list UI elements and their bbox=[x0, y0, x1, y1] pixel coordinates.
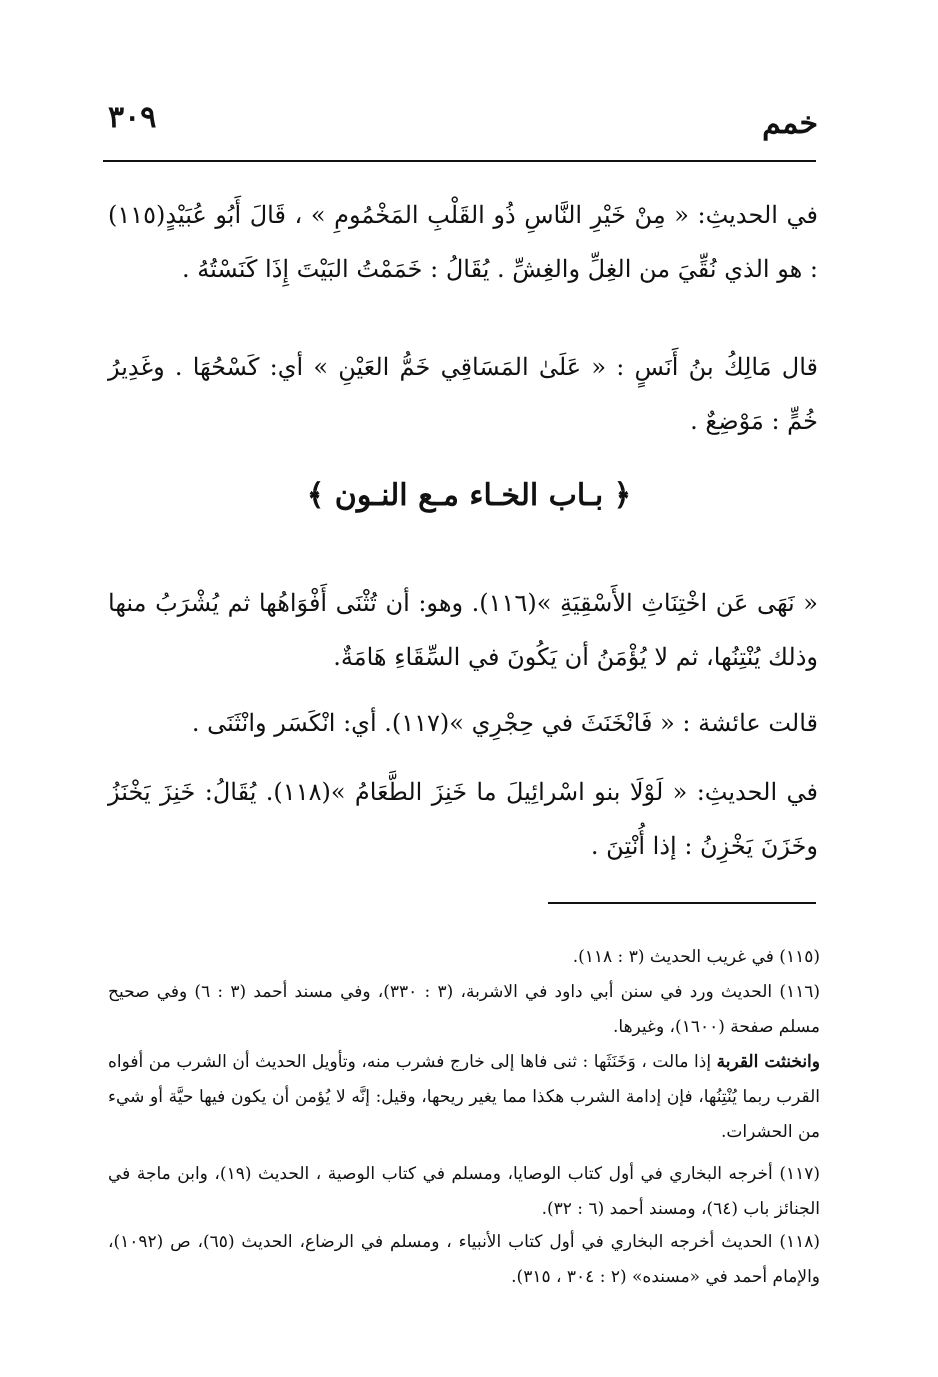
footnote-116-term: وانخنثت القربة bbox=[716, 1052, 820, 1072]
page-number: ٣٠٩ bbox=[108, 100, 157, 135]
footnote-rule bbox=[548, 902, 816, 904]
header-rule bbox=[103, 160, 816, 162]
entry-word: خمم bbox=[762, 106, 818, 141]
paragraph-malik: قال مَالِكُ بنُ أَنَسٍ : « عَلَىٰ المَسَاقِي خَمُّ العَيْنِ » أي: كَسْحُهَا . وغَدِيرُ خُمٍّ : مَوْضِعٌ . bbox=[108, 353, 818, 435]
footnote-117: (١١٧) أخرجه البخاري في أول كتاب الوصايا، ومسلم في كتاب الوصية ، الحديث (١٩)، وابن ماجة في الجنائز باب (٦٤)، ومسند أحمد (٦ : ٣٢). bbox=[108, 1164, 821, 1219]
paragraph-khanaza: في الحديثِ: « لَوْلَا بنو اسْرائِيلَ ما خَنِزَ الطَّعَامُ »(١١٨). يُقَالُ: خَنِزَ يَخْنَزُ وخَزَنَ يَخْزِنُ : إذا أُنْتِنَ . bbox=[108, 778, 818, 860]
footnote-115: (١١٥) في غريب الحديث (٣ : ١١٨). bbox=[572, 947, 820, 967]
paragraph-hadith-makhmum: في الحديثِ: « مِنْ خَيْرِ النَّاسِ ذُو القَلْبِ المَخْمُومِ » ، قَالَ أَبُو عُبَيْدٍ(١١٥) : هو الذي نُقِّيَ من الغِلِّ والغِشِّ . يُقَالُ : خَمَمْتُ البَيْتَ إِذَا كَنَسْتُهُ . bbox=[108, 201, 818, 283]
paragraph-aisha: قالت عائشة : « فَانْخَنَثَ في حِجْرِي »(١١٧). أي: انْكَسَر وانْثَنَى . bbox=[191, 709, 818, 737]
footnote-116-explanation bbox=[108, 1045, 820, 1150]
footnote-116-text: إذا مالت ، وَخَنَثَها : ثنى فاها إلى خارج فشرب منه، وتأويل الحديث أن الشرب من أفواه القرب ربما يُنْتِنُها، فإن إدامة الشرب هكذا مما يغير ريحها، وقيل: إنَّه لا يُؤمن أن يكون فيها حيَّة أو شيء من الحشرات. bbox=[108, 1052, 820, 1142]
section-heading: ﴿ بـاب الخـاء مـع النـون ﴾ bbox=[306, 478, 632, 513]
footnote-118: (١١٨) الحديث أخرجه البخاري في أول كتاب الأنبياء ، ومسلم في الرضاع، الحديث (٦٥)، ص (١٠٩٢)، والإمام أحمد في «مسنده» (٢ : ٣٠٤ ، ٣١٥). bbox=[108, 1232, 820, 1287]
footnote-116: (١١٦) الحديث ورد في سنن أبي داود في الاشربة، (٣ : ٣٣٠)، وفي مسند أحمد (٣ : ٦) وفي صحيح مسلم صفحة (١٦٠٠)، وغيرها. bbox=[108, 982, 821, 1037]
paragraph-ikhtinath: « نَهَى عَن اخْتِنَاثِ الأَسْقِيَةِ »(١١٦). وهو: أن تُثْنَى أَفْوَاهُها ثم يُشْرَبُ منها وذلك يُنْتِنُها، ثم لا يُؤْمَنُ أن يَكُونَ في السِّقَاءِ هَامَةٌ. bbox=[108, 589, 818, 671]
